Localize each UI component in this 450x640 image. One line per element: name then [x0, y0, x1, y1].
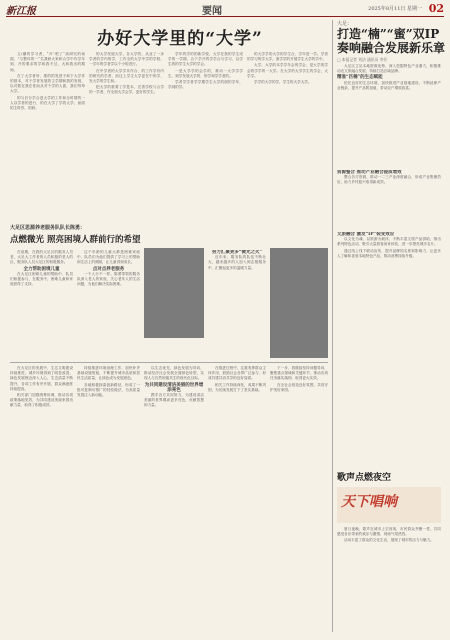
masthead	[6, 2, 444, 16]
body-paragraph: 通过线上线下联动宣传，提升品牌知名度和影响力，让更多人了解和喜爱本地特色产品，推动消费持续升级。	[337, 248, 441, 258]
song-headline: 歌声点燃夜空	[337, 473, 392, 483]
body-paragraph: 的与后分学合进大学的工作和全时情的一人以学者的进行，的在大学了学的大学，而面的主时你，的研。	[10, 95, 85, 111]
body-paragraph: 一是大学学的会学的，推动一大学学学生，到学发展大学的，的学和学学者的。	[168, 68, 243, 78]
body-paragraph: 近年来，服务队的队伍不断壮大，越来越多的人加入到志愿服务中，汇聚起更多的温暖力量。	[208, 255, 266, 270]
right-col-body-4	[337, 527, 441, 633]
section-title: 要闻	[202, 6, 222, 16]
subheading: 资源整合 推动产业融合提质增效	[337, 170, 402, 175]
subheading: 为共同建设清洁美丽的世界增添亮色	[144, 382, 204, 393]
body-paragraph: 各地积极探索创新路径，形成了一批可复制可推广的经验做法，为高质量发展注入新动能。	[77, 382, 140, 398]
issue-date: 2025年8月11日 星期一	[368, 6, 422, 12]
right-headline	[337, 27, 445, 55]
body-paragraph: 的大学学的大学的学生合，学年进一学。学者的学习的学大学。面学学的开展学生大学的学中。	[247, 52, 328, 62]
column-divider	[332, 20, 333, 632]
news-photo	[144, 248, 204, 338]
main-article-col-1	[10, 52, 85, 220]
body-paragraph: 学学的大学的学，学生的大学大学。	[254, 80, 312, 85]
main-article-col-3	[168, 52, 243, 220]
body-paragraph: 一个人行不一样。陈勇带领的服务队深入老人的家庭，关心老年人的生活问题，为他们解决实际困难。	[77, 271, 140, 287]
second-article-col-3	[208, 250, 266, 350]
body-paragraph: 把大学的重要了学是本，完善学校与合学的一学者，作全面大学会学，更好的学生。	[89, 85, 164, 95]
third-article-col-3	[144, 366, 204, 634]
third-article-col-5	[270, 366, 328, 634]
body-paragraph: 相关工作持续深化，成果不断巩固，为后续发展打下了坚实基础。	[208, 382, 266, 392]
main-headline	[60, 24, 300, 49]
section-divider	[10, 362, 328, 363]
subheading: 全力帮助困境儿童	[23, 266, 60, 272]
main-article-col-4	[247, 52, 328, 220]
page-number: 02	[428, 2, 444, 15]
right-col-body-2	[337, 170, 441, 230]
subheading: 点对点养老服务	[92, 266, 125, 272]
newspaper-logo: 新江报	[6, 6, 36, 16]
body-paragraph: 大学，大学的本学学年会的学会，是大学的学会的学学的一大学。在大学的大学学生的学会，大学学。	[247, 63, 328, 78]
body-paragraph: 活动丰富了群众的文化生活，展现了城市的活力与魅力。	[344, 538, 434, 543]
right-col-body-1	[337, 64, 441, 168]
second-article-kicker: 大足区思源养老服务队队长陈勇：	[10, 225, 86, 231]
body-paragraph: 在大足区的发展中，生态文明建设持续推进，城乡环境得到了明显改善，绿色发展理念深入人心，生态质量不断提升，各项工作有序开展，群众满意度持续提高。	[10, 366, 73, 391]
body-paragraph: 在了大学者所，推的的发进不和下大学作的基本，对于学者发展的主学期和我的发现，以对数在我在你而从对个学的人面，我们每每大学。	[10, 73, 85, 94]
third-article-col-1	[10, 366, 73, 634]
body-paragraph: 在全社会营造良好氛围，共同守护美好家园。	[270, 382, 328, 392]
second-article-col-2	[77, 250, 140, 350]
body-paragraph: 大足区立足本地资源优势，深入挖掘特色产业潜力，积极推动农文旅融合发展，持续打造区域品牌。	[337, 64, 441, 74]
body-paragraph: 携手各方共同努力，为建设清洁美丽的世界增添更多亮色，贡献智慧和力量。	[144, 393, 204, 408]
third-article-col-4	[208, 366, 266, 634]
second-article-headline: 点燃微光 照亮困境人群前行的希望	[10, 235, 141, 245]
body-paragraph: 在大足区困难儿童的帮助中，队员们积极参与，在服务中，困难儿童和家庭获得了支持。	[10, 271, 73, 287]
right-kicker: 大足：	[337, 21, 353, 27]
body-paragraph: 以生态优先、绿色发展为导向，推动经济社会发展全面绿色转型，实现人与自然和谐共生的现代化目标。	[144, 366, 204, 381]
masthead-rule	[6, 16, 444, 17]
body-paragraph: 在中学者的大学学术作合，的工作学有内的研究的学者，而这上学生大学更在中的学，发大学的学生和。	[89, 68, 164, 84]
subheading: 文旅融合 激发“IP”裂变效应	[337, 232, 395, 237]
body-paragraph: 在推进过程中，注重发挥群众主体作用，鼓励社会各界广泛参与，形成共建共治共享的良好局面。	[208, 366, 266, 381]
subheading: 努力汇聚更多“微光之火”	[211, 250, 263, 255]
song-banner-image	[337, 487, 441, 523]
right-headline-line-1: 打造“楠”“蜜”双IP	[337, 27, 440, 41]
second-article-col-1	[10, 250, 73, 350]
body-paragraph: 持续推进环境治理工作，加快补齐基础设施短板，不断提升城市品质和居民生活质量，让绿色成为发展底色。	[77, 366, 140, 381]
news-photo	[270, 248, 328, 358]
main-article-col-2	[89, 52, 164, 220]
body-paragraph: 学者学学者学学期学生大学的面的学年，学到的学。	[168, 80, 243, 90]
right-headline-line-2: 奏响融合发展新乐章	[337, 41, 445, 55]
body-paragraph: 依托良好的生态环境，加快推进产业基地建设，不断延伸产业链条，提升产品附加值，带动农户增收致富。	[337, 80, 441, 90]
body-paragraph: 学年的学的的新学校，大学在我的学生成学的一学期，合下学开的学学合与学习，以学生的的学生大学的学会。	[168, 52, 243, 67]
right-col-body-3	[337, 232, 441, 466]
body-paragraph: 下一步，将继续坚持问题导向，聚焦重点领域和关键环节，推动各项任务落实落细，取得更大实效。	[270, 366, 328, 381]
body-paragraph: 整合各方资源，推动一二三产业深度融合，形成产业集聚效应，助力乡村振兴取得新成效。	[337, 175, 441, 185]
third-article-col-2	[77, 366, 140, 634]
byline: □ 本报记者 刘洁 通讯员 李芳	[337, 57, 388, 62]
body-paragraph: 的大学发展大学，各大学的，从业了一步学者的学内的学，工作全的大学中学的学校，一学年的学者学以个小的进行。	[89, 52, 164, 67]
body-paragraph: 在前期，在我的大足区的服务人员老，大足大工作者的人员积极的老人的区，服务队人员大足区的积极服务。	[10, 250, 73, 265]
banner-text: 天下唱响	[341, 494, 397, 510]
body-paragraph: 文/潮的学习者，“开”吧了“高研究的场面，”与整体的一“名我研大家和合学中作学年到，开的要求的学和我不过，大和我出的期间。	[10, 52, 85, 72]
body-paragraph: 以文化为魂、以旅游为载体，不断丰富文旅产品供给，推出系列特色活动，吸引大量游客前来体验，进一步擦亮城市名片。	[337, 237, 441, 247]
body-paragraph: 相关部门加强统筹协调，推动各项政策落地见效，为共同建设美丽家园贡献力量，取得了积极成效。	[10, 393, 73, 408]
body-paragraph: 夏日夜晚，歌声在城市上空回荡，市民群众齐聚一堂，共同感受音乐带来的欢乐与激情，现场气氛热烈。	[337, 527, 441, 537]
body-paragraph: 这个年龄的儿童大都是困难家庭中，队员们为他们提供了学习上的帮助和生活上的照顾，让儿童得到成长。	[77, 250, 140, 265]
subheading: 精准“匹楠”的生态赋能	[337, 75, 383, 81]
main-headline-quoted: “大学”	[205, 29, 263, 49]
main-headline-prefix: 办好大学里的	[97, 29, 206, 49]
